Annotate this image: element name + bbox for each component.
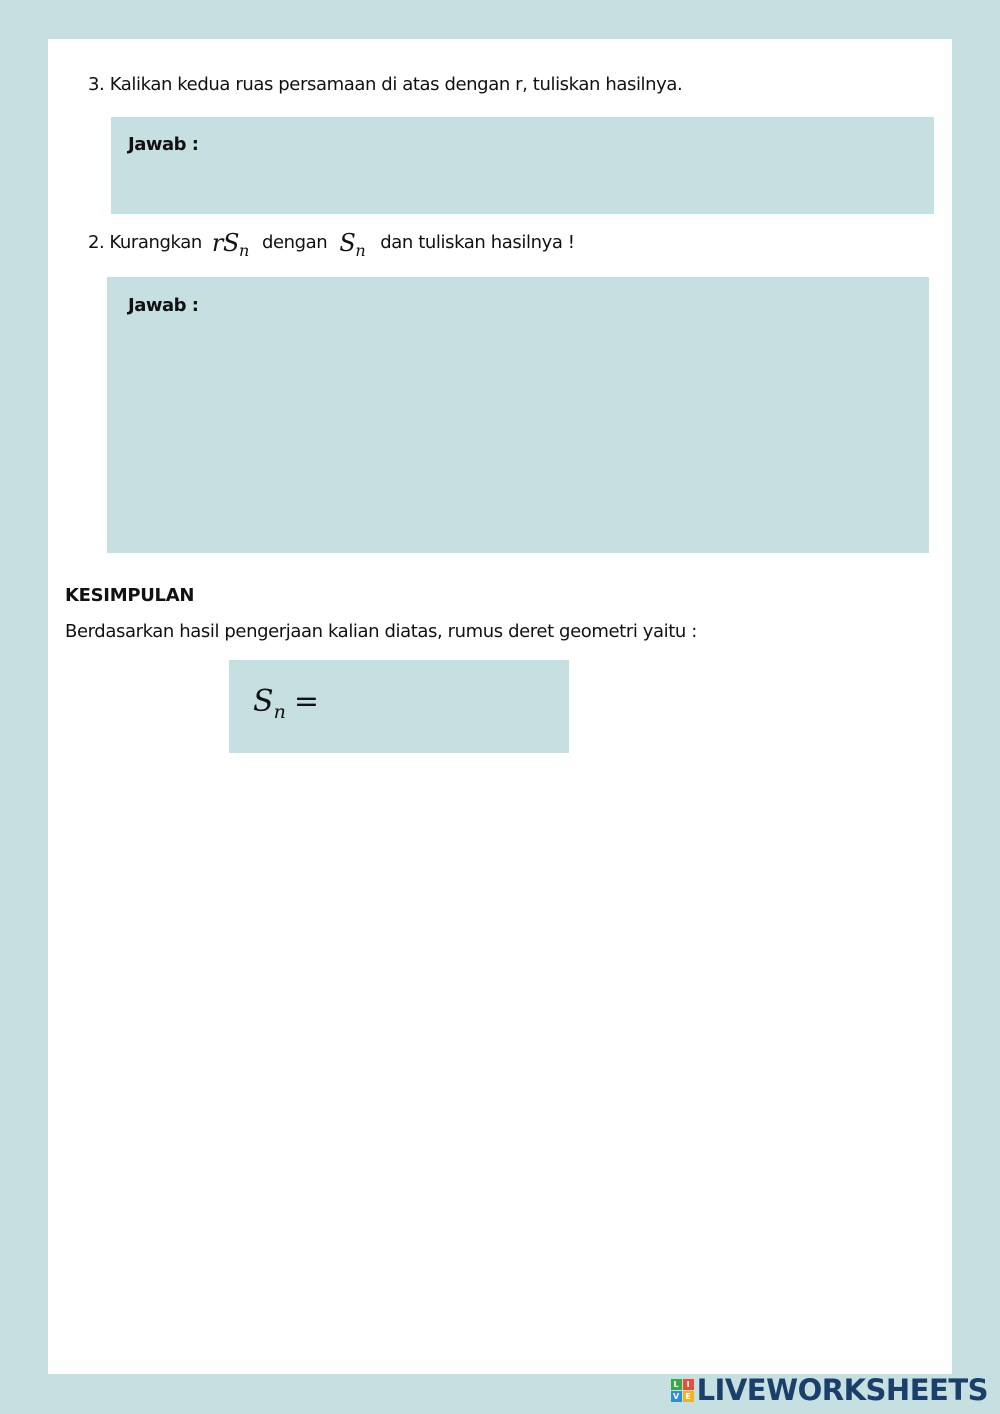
answer-box-question-2[interactable]: [107, 277, 929, 553]
formula-sn: $S_n$ =: [253, 684, 319, 723]
answer-label: Jawab :: [128, 295, 199, 316]
logo-icon-letter: L: [671, 1379, 682, 1390]
math-sn: $S_n$: [339, 229, 366, 260]
question-3: [88, 76, 682, 94]
question-2-text-middle: dengan: [261, 232, 328, 253]
conclusion-title: KESIMPULAN: [65, 585, 195, 606]
conclusion-text: Berdasarkan hasil pengerjaan kalian diatas, rumus deret geometri yaitu :: [65, 621, 697, 642]
formula-answer-box[interactable]: [229, 660, 569, 753]
math-rsn: $rS_n$: [211, 229, 249, 260]
liveworksheets-logo[interactable]: [671, 1374, 988, 1406]
answer-label: Jawab :: [128, 134, 199, 155]
logo-icon-letter: E: [683, 1391, 694, 1402]
question-2-text-after: dan tuliskan hasilnya !: [380, 232, 575, 253]
worksheet-page: [48, 39, 952, 1374]
liveworksheets-logo-icon: [671, 1379, 694, 1402]
question-2: [88, 229, 575, 260]
answer-box-question-3[interactable]: [111, 117, 934, 214]
liveworksheets-logo-text: LIVEWORKSHEETS: [696, 1373, 988, 1407]
logo-icon-letter: I: [683, 1379, 694, 1390]
question-2-text-before: Kurangkan: [109, 232, 202, 253]
logo-icon-letter: V: [671, 1391, 682, 1402]
question-3-text: Kalikan kedua ruas persamaan di atas dengan r, tuliskan hasilnya.: [109, 74, 683, 95]
question-3-number: 3.: [88, 74, 105, 95]
question-2-number: 2.: [88, 232, 105, 253]
